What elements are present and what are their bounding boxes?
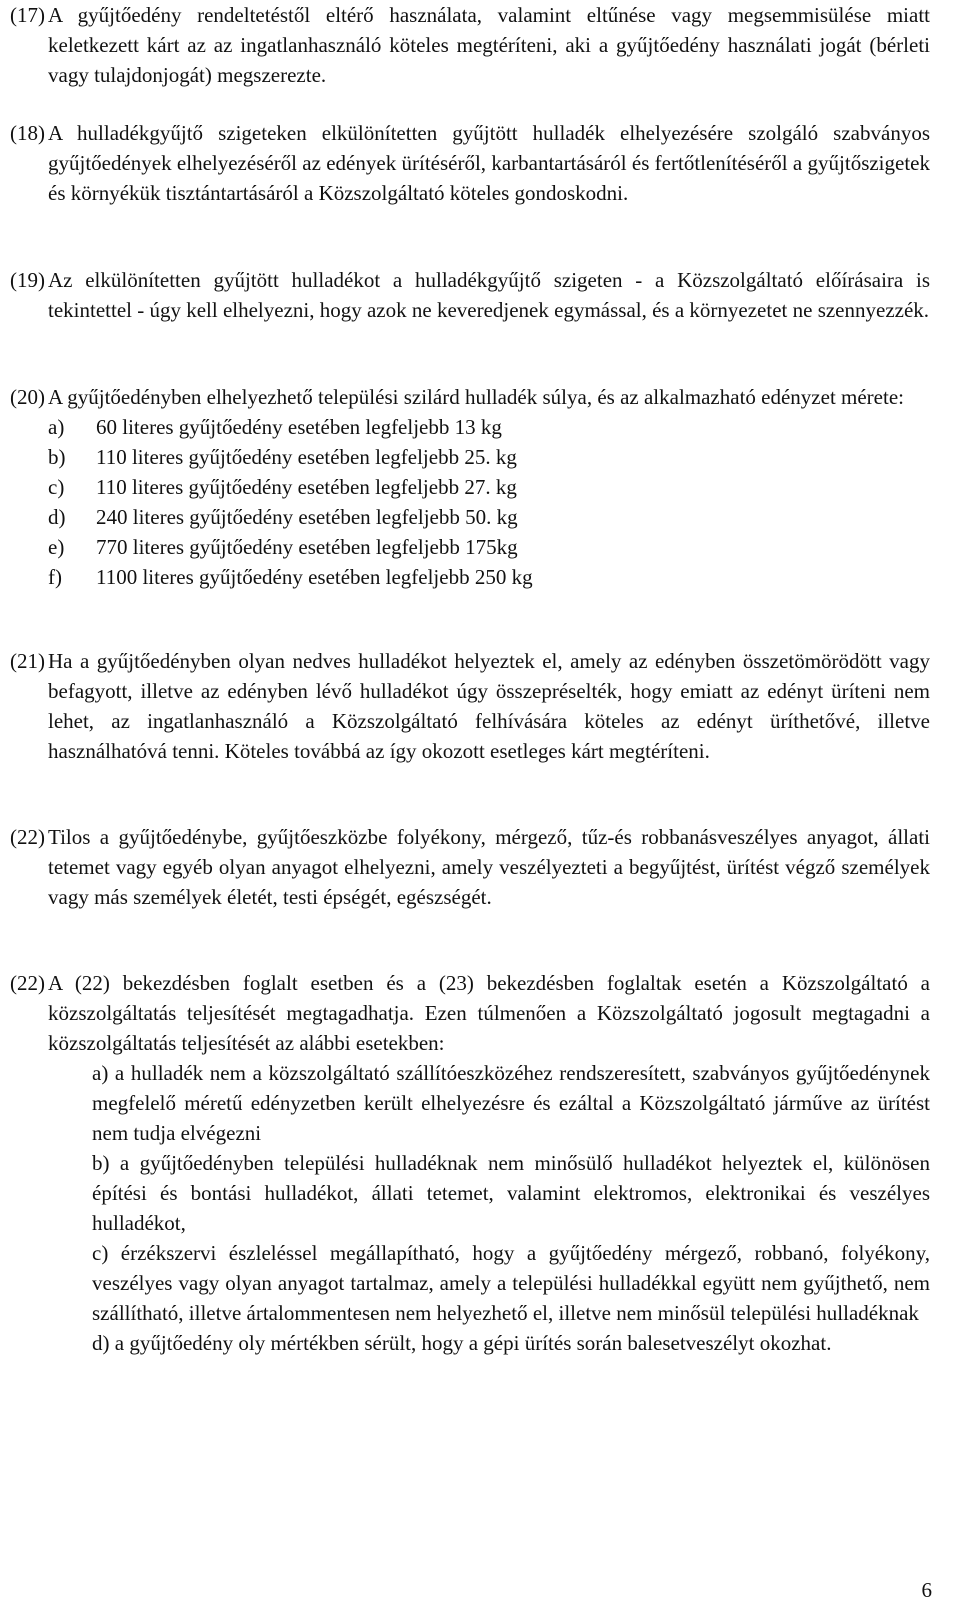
paragraph-number: (22) [10, 971, 45, 995]
list-item-text: 240 literes gyűjtőedény esetében legfeljebb 50. kg [96, 505, 518, 529]
paragraph-text: Az elkülönítetten gyűjtött hulladékot a hulladékgyűjtő szigeten - a Közszolgáltató előírásaira is tekintettel - úgy kell elhelyezni, hogy azok ne keveredjenek egymással, és a környezetet ne szennyezzék. [48, 268, 930, 322]
list-item-text: 60 literes gyűjtőedény esetében legfeljebb 13 kg [96, 415, 502, 439]
paragraph-number: (17) [10, 3, 45, 27]
capacity-list [48, 412, 930, 592]
refusal-cases-list [92, 1058, 930, 1358]
paragraph-number: (18) [10, 121, 45, 145]
paragraph-number: (20) [10, 385, 45, 409]
list-item [48, 562, 930, 592]
list-item [48, 412, 930, 442]
paragraph-22-refusal [10, 968, 930, 1358]
paragraph-text: A gyűjtőedényben elhelyezhető települési szilárd hulladék súlya, és az alkalmazható edényzet mérete: [48, 385, 904, 409]
list-item-label: c) [48, 475, 65, 499]
list-item: b) a gyűjtőedényben települési hulladéknak nem minősülő hulladékot helyeztek el, különösen építési és bontási hulladékot, állati tetemet, valamint elektromos, elektronikai és veszélyes hulladékot, [92, 1151, 930, 1235]
paragraph-text: Ha a gyűjtőedényben olyan nedves hulladékot helyeztek el, amely az edényben összetömörödött vagy befagyott, illetve az edényben lévő hulladékot úgy összepréselték, hogy emiatt az edényt üríteni nem lehet, az ingatlanhasználó a Közszolgáltató felhívására köteles az edényt üríthetővé, illetve használhatóvá tenni. Köteles továbbá az így okozott esetleges kárt megtéríteni. [48, 649, 930, 763]
list-item [48, 472, 930, 502]
list-item-label: f) [48, 565, 62, 589]
paragraph-18 [10, 118, 930, 208]
list-item [48, 532, 930, 562]
paragraph-text: A gyűjtőedény rendeltetéstől eltérő használata, valamint eltűnése vagy megsemmisülése miatt keletkezett kárt az az ingatlanhasználó köteles megtéríteni, aki a gyűjtőedény használati jogát (bérleti vagy tulajdonjogát) megszerezte. [48, 3, 930, 87]
page-number: 6 [921, 1578, 932, 1602]
paragraph-19 [10, 265, 930, 325]
list-item-label: b) [48, 445, 66, 469]
list-item [48, 442, 930, 472]
list-item-label: a) [48, 415, 65, 439]
list-item [48, 502, 930, 532]
list-item-label: d) [48, 505, 66, 529]
list-item: a) a hulladék nem a közszolgáltató szállítóeszközéhez rendszeresített, szabványos gyűjtőedénynek megfelelő méretű edényzetben került elhelyezésre és ezáltal a Közszolgáltató járműve az ürítést nem tudja elvégezni [92, 1061, 930, 1145]
paragraph-text: A hulladékgyűjtő szigeteken elkülönítetten gyűjtött hulladék elhelyezésére szolgáló szabványos gyűjtőedények elhelyezéséről az edények ürítéséről, karbantartásáról és fertőtlenítéséről a gyűjtőszigetek és környékük tisztántartásáról a Közszolgáltató köteles gondoskodni. [48, 121, 930, 205]
paragraph-22-prohibition [10, 822, 930, 912]
paragraph-number: (19) [10, 268, 45, 292]
list-item-text: 770 literes gyűjtőedény esetében legfeljebb 175kg [96, 535, 518, 559]
list-item: c) érzékszervi észleléssel megállapítható, hogy a gyűjtőedény mérgező, robbanó, folyékony, veszélyes vagy olyan anyagot tartalmaz, amely a települési hulladékkal együtt nem gyűjthető, nem szállítható, illetve ártalommentesen nem helyezhető el, illetve nem minősül települési hulladéknak [92, 1241, 930, 1325]
list-item: d) a gyűjtőedény oly mértékben sérült, hogy a gépi ürítés során balesetveszélyt okozhat. [92, 1331, 832, 1355]
paragraph-number: (22) [10, 825, 45, 849]
paragraph-21 [10, 646, 930, 766]
list-item-text: 110 literes gyűjtőedény esetében legfeljebb 25. kg [96, 445, 517, 469]
list-item-text: 110 literes gyűjtőedény esetében legfeljebb 27. kg [96, 475, 517, 499]
paragraph-17 [10, 0, 930, 90]
paragraph-number: (21) [10, 649, 45, 673]
paragraph-20 [10, 382, 930, 592]
list-item-text: 1100 literes gyűjtőedény esetében legfeljebb 250 kg [96, 565, 533, 589]
paragraph-text: A (22) bekezdésben foglalt esetben és a (23) bekezdésben foglaltak esetén a Közszolgáltató a közszolgáltatás teljesítését megtagadhatja. Ezen túlmenően a Közszolgáltató jogosult megtagadni a közszolgáltatás teljesítését az alábbi esetekben: [48, 971, 930, 1055]
paragraph-text: Tilos a gyűjtőedénybe, gyűjtőeszközbe folyékony, mérgező, tűz-és robbanásveszélyes anyagot, állati tetemet vagy egyéb olyan anyagot elhelyezni, amely veszélyezteti a begyűjtést, ürítést végző személyek vagy más személyek életét, testi épségét, egészségét. [48, 825, 930, 909]
list-item-label: e) [48, 535, 65, 559]
